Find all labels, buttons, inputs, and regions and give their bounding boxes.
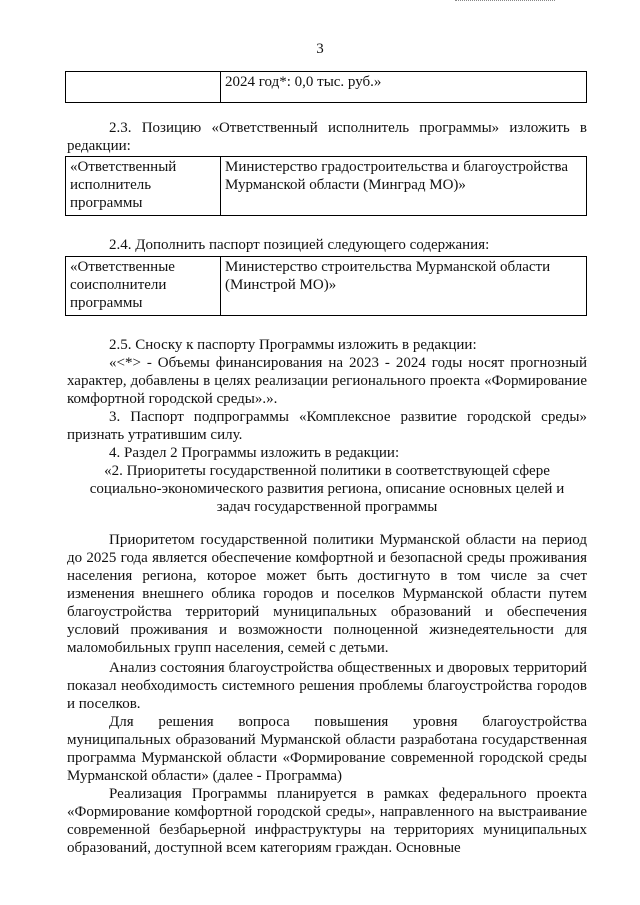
section-heading: «2. Приоритеты государственной политики в соответствующей сфере социально-экономического развития региона, описание основных целей и задач государственной программы [89,463,565,515]
budget-row-cell: 2024 год*: 0,0 тыс. руб.» [221,72,587,103]
coexecutors-label-cell: «Ответственные соисполнители программы [66,257,221,316]
item-2-4: 2.4. Дополнить паспорт позицией следующего содержания: [109,237,490,253]
responsible-label-cell: «Ответственный исполнитель программы [66,157,221,216]
responsible-value-cell: Министерство градостроительства и благоустройства Мурманской области (Минград МО)» [221,157,587,216]
body-paragraph-3: Для решения вопроса повышения уровня благоустройства муниципальных образований Мурманской области разработана государственная программа Мурманской области «Формирование современной городской среды Мурманской области» (далее - Программа) [67,714,587,784]
budget-table [65,71,587,103]
body-paragraph-4: Реализация Программы планируется в рамках федерального проекта «Формирование комфортной городской среды», направленного на выстраивание современной безбарьерной инфраструктуры на территориях муниципальных образований, доступной всем категориям граждан. Основные [67,786,587,856]
item-4: 4. Раздел 2 Программы изложить в редакции: [109,445,400,461]
body-paragraph-2: Анализ состояния благоустройства общественных и дворовых территорий показал необходимость системного решения проблемы благоустройства городов и поселков. [67,660,587,712]
coexecutors-table [65,256,587,316]
item-3: 3. Паспорт подпрограммы «Комплексное развитие городской среды» признать утратившим силу. [67,409,587,443]
footnote-text: «<*> - Объемы финансирования на 2023 - 2024 годы носят прогнозный характер, добавлены в целях реализации регионального проекта «Формирование комфортной городской среды».». [67,355,587,407]
responsible-executor-table [65,156,587,216]
page-number: 3 [316,41,324,57]
top-edge-mark [455,0,555,3]
coexecutors-value-cell: Министерство строительства Мурманской области (Минстрой МО)» [221,257,587,316]
body-paragraph-1: Приоритетом государственной политики Мурманской области на период до 2025 года является обеспечение комфортной и безопасной среды проживания населения региона, которое может быть достигнуто в том числе за счет изменения внешнего облика городов и поселков Мурманской области путем благоустройства территорий муниципальных образований и обеспечения условий проживания и возможности полноценной жизнедеятельности для маломобильных групп населения, семей с детьми. [67,532,587,656]
budget-empty-cell [66,72,221,103]
item-2-3: 2.3. Позицию «Ответственный исполнитель программы» изложить в редакции: [67,120,587,154]
item-2-5: 2.5. Сноску к паспорту Программы изложить в редакции: [109,337,477,353]
